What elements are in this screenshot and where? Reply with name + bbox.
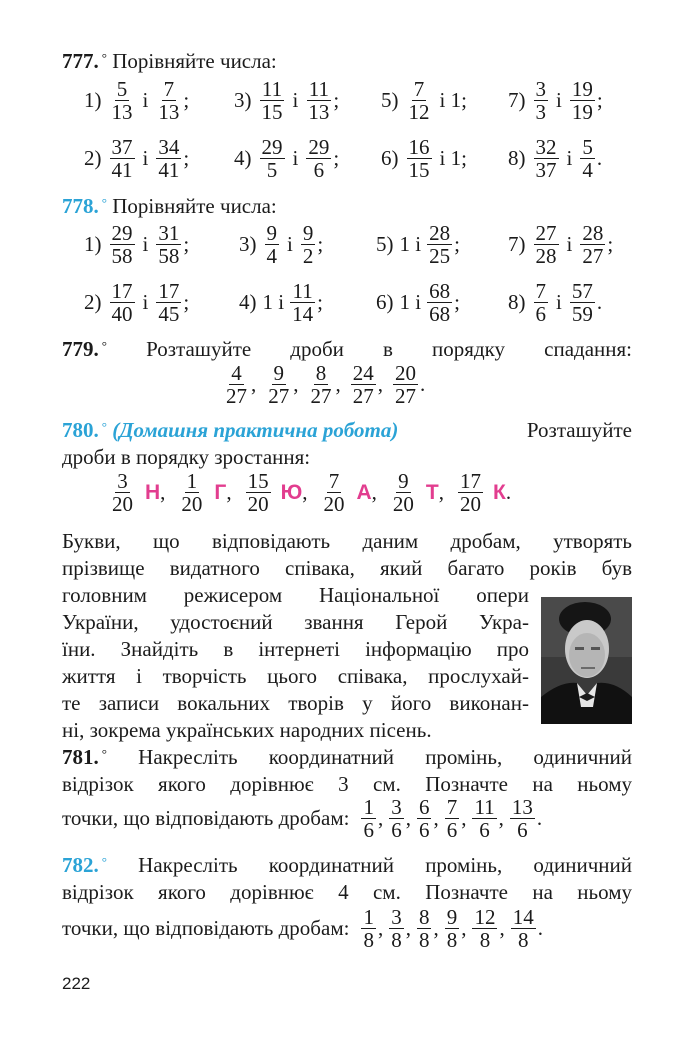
text-line: те записи вокальних творів у його виконан- — [62, 691, 529, 715]
comparison-item — [508, 280, 628, 325]
denominator: 19 — [571, 100, 593, 124]
separator: , — [251, 372, 257, 396]
fraction — [309, 362, 334, 407]
fraction — [110, 470, 135, 515]
text-line: прізвище видатного співака, який багато років був — [62, 556, 632, 580]
fraction — [407, 78, 432, 123]
problem-text: точки, що відповідають дробам: — [62, 916, 350, 940]
denominator: 8 — [479, 928, 491, 952]
fraction — [389, 906, 404, 951]
comparison-item — [381, 136, 508, 181]
letter: Ю — [280, 480, 303, 504]
degree-mark: ° — [101, 338, 107, 353]
conjunction: і — [566, 232, 573, 256]
separator: , — [377, 372, 383, 396]
problem-number: 779. — [62, 337, 99, 361]
comparison-item — [234, 78, 381, 123]
item-label: 8) — [508, 290, 526, 314]
fraction — [417, 796, 432, 841]
punctuation: ; — [183, 232, 190, 256]
denominator: 8 — [446, 928, 458, 952]
fraction — [472, 796, 496, 841]
denominator: 8 — [418, 928, 430, 952]
portrait-image — [541, 597, 632, 724]
fraction — [445, 796, 460, 841]
fraction — [361, 796, 376, 841]
problem-781-fractions — [359, 796, 542, 841]
item-label: 7) — [508, 232, 526, 256]
text-line: Букви, що відповідають даним дробам, утворять — [62, 529, 632, 553]
numerator: 3 — [391, 905, 402, 929]
item-label: 8) — [508, 146, 526, 170]
problem-777-row-2 — [84, 136, 628, 181]
denominator: 58 — [158, 244, 180, 268]
fraction — [321, 470, 346, 515]
degree-mark: ° — [101, 50, 107, 65]
separator: , — [335, 372, 341, 396]
text-line: України, удостоєний звання Герой Укра- — [62, 610, 529, 634]
fraction — [510, 796, 535, 841]
denominator: 3 — [535, 100, 546, 124]
comparison-item — [84, 222, 239, 267]
numerator: 14 — [512, 905, 534, 929]
problem-task: Порівняйте числа: — [112, 194, 277, 218]
denominator: 12 — [408, 100, 430, 124]
denominator: 27 — [582, 244, 604, 268]
separator: , — [226, 480, 232, 504]
denominator: 27 — [395, 384, 416, 408]
numerator: 17 — [158, 279, 180, 303]
denominator: 27 — [226, 384, 247, 408]
practical-work-title: (Домашня практична робота) — [112, 418, 399, 442]
fraction — [156, 222, 181, 267]
letter: Г — [214, 480, 227, 504]
comparison-item — [84, 280, 239, 325]
separator: , — [433, 806, 439, 830]
denominator: 13 — [308, 100, 330, 124]
numerator: 11 — [292, 279, 313, 303]
denominator: 40 — [111, 302, 133, 326]
denominator: 20 — [323, 492, 345, 516]
denominator: 13 — [158, 100, 180, 124]
fraction — [110, 280, 135, 325]
fraction — [156, 136, 181, 181]
degree-mark: ° — [101, 419, 107, 434]
integer-part: 1 і — [399, 290, 422, 314]
problem-781-line-2: відрізок якого дорівнює 3 см. Позначте на ньому — [62, 772, 632, 796]
denominator: 27 — [352, 384, 374, 408]
punctuation: ; — [183, 290, 190, 314]
problem-task-part-2: дроби в порядку зростання: — [62, 445, 311, 469]
numerator: 24 — [352, 361, 374, 385]
denominator: 6 — [391, 818, 402, 842]
denominator: 5 — [266, 158, 278, 182]
denominator: 15 — [261, 100, 283, 124]
problem-782-line-1 — [62, 852, 632, 878]
numerator: 5 — [582, 135, 593, 159]
comparison-item — [508, 78, 628, 123]
item-label: 4) — [234, 146, 252, 170]
text-line: життя і творчість цього співака, прослухай- — [62, 664, 529, 688]
fraction — [389, 796, 404, 841]
conjunction: і — [287, 232, 293, 256]
comparison-item — [239, 222, 376, 267]
denominator: 13 — [111, 100, 133, 124]
fraction — [534, 78, 549, 123]
numerator: 8 — [418, 905, 430, 929]
item-label: 7) — [508, 88, 526, 112]
denominator: 6 — [418, 818, 430, 842]
problem-780-task-line-2 — [62, 444, 632, 470]
item-label: 2) — [84, 290, 102, 314]
fraction — [534, 280, 549, 325]
numerator: 3 — [535, 77, 546, 101]
numerator: 31 — [158, 221, 180, 245]
numerator: 9 — [266, 221, 277, 245]
separator: , — [461, 916, 467, 940]
denominator: 25 — [429, 244, 451, 268]
problem-number: 782. — [62, 853, 99, 877]
conjunction: і — [292, 146, 299, 170]
problem-778-row-1 — [84, 222, 628, 267]
item-label: 3) — [239, 232, 257, 256]
denominator: 6 — [446, 818, 458, 842]
text-line: їни. Знайдіть в інтернеті інформацію про — [62, 637, 529, 661]
denominator: 27 — [268, 384, 290, 408]
conjunction: і 1; — [439, 88, 467, 112]
item-label: 1) — [84, 232, 102, 256]
comparison-item — [234, 136, 381, 181]
numerator: 16 — [408, 135, 430, 159]
denominator: 2 — [302, 244, 314, 268]
denominator: 4 — [266, 244, 277, 268]
integer-part: 1 і — [262, 290, 285, 314]
conjunction: і — [142, 146, 149, 170]
numerator: 28 — [582, 221, 604, 245]
conjunction: і — [556, 290, 562, 314]
fraction — [260, 136, 285, 181]
denominator: 20 — [392, 492, 414, 516]
numerator: 37 — [111, 135, 133, 159]
fraction — [472, 906, 497, 951]
numerator: 32 — [535, 135, 557, 159]
fraction — [110, 78, 135, 123]
punctuation: ; — [317, 232, 324, 256]
item-label: 5) — [381, 88, 399, 112]
problem-number: 780. — [62, 418, 99, 442]
denominator: 20 — [181, 492, 203, 516]
fraction — [417, 906, 432, 951]
separator: , — [405, 806, 411, 830]
numerator: 5 — [116, 77, 128, 101]
fraction — [265, 222, 280, 267]
problem-number: 777. — [62, 49, 99, 73]
problem-782-fractions — [359, 906, 543, 951]
numerator: 68 — [429, 279, 451, 303]
item-label: 6) — [376, 290, 394, 314]
separator: , — [499, 916, 505, 940]
denominator: 68 — [429, 302, 451, 326]
fraction — [306, 136, 331, 181]
problem-779-header — [62, 336, 632, 362]
separator: . — [420, 372, 426, 396]
fraction — [266, 362, 291, 407]
conjunction: і — [142, 290, 149, 314]
numerator: 9 — [302, 221, 314, 245]
denominator: 6 — [479, 818, 490, 842]
letter: А — [356, 480, 372, 504]
degree-mark: ° — [101, 746, 107, 761]
item-label: 3) — [234, 88, 252, 112]
denominator: 8 — [363, 928, 374, 952]
fraction — [361, 906, 376, 951]
fraction — [570, 280, 595, 325]
fraction — [427, 222, 452, 267]
numerator: 29 — [308, 135, 330, 159]
degree-mark: ° — [101, 195, 107, 210]
problem-task: Розташуйте дроби в порядку спадання: — [146, 337, 633, 361]
fraction — [580, 222, 605, 267]
denominator: 58 — [111, 244, 133, 268]
item-label: 4) — [239, 290, 257, 314]
numerator: 4 — [231, 361, 242, 385]
conjunction: і 1; — [439, 146, 467, 170]
separator: , — [377, 806, 384, 830]
denominator: 37 — [535, 158, 557, 182]
item-label: 6) — [381, 146, 399, 170]
fraction — [511, 906, 536, 951]
problem-782-line-3 — [62, 906, 543, 951]
fraction — [110, 136, 135, 181]
problem-781-line-1 — [62, 744, 632, 770]
problem-number: 781. — [62, 745, 99, 769]
numerator: 17 — [111, 279, 133, 303]
problem-782-line-2: відрізок якого дорівнює 4 см. Позначте на ньому — [62, 880, 632, 904]
fraction — [570, 78, 595, 123]
comparison-item — [376, 222, 508, 267]
item-label: 1) — [84, 88, 102, 112]
problem-text: Накресліть координатний промінь, одиничний — [138, 745, 633, 769]
comparison-item — [381, 78, 508, 123]
comparison-item — [376, 280, 508, 325]
separator: , — [371, 480, 377, 504]
problem-text: точки, що відповідають дробам: — [62, 806, 350, 830]
separator: . — [505, 480, 512, 504]
numerator: 1 — [363, 905, 374, 929]
numerator: 29 — [261, 135, 283, 159]
numerator: 34 — [158, 135, 180, 159]
fraction — [351, 362, 376, 407]
numerator: 11 — [474, 795, 495, 819]
punctuation: . — [596, 290, 603, 314]
denominator: 15 — [408, 158, 430, 182]
problem-777-row-1 — [84, 78, 628, 123]
numerator: 15 — [247, 469, 269, 493]
punctuation: ; — [596, 88, 603, 112]
numerator: 17 — [459, 469, 481, 493]
numerator: 8 — [315, 361, 327, 385]
fraction — [534, 222, 559, 267]
numerator: 57 — [571, 279, 593, 303]
comparison-item — [84, 136, 234, 181]
fraction — [580, 136, 595, 181]
denominator: 6 — [517, 818, 528, 842]
numerator: 20 — [395, 361, 416, 385]
fraction — [156, 78, 181, 123]
denominator: 14 — [292, 302, 314, 326]
numerator: 11 — [261, 77, 283, 101]
problem-778-row-2 — [84, 280, 628, 325]
separator: . — [537, 916, 543, 940]
punctuation: ; — [333, 146, 340, 170]
numerator: 1 — [186, 469, 198, 493]
fraction — [290, 280, 315, 325]
numerator: 29 — [111, 221, 133, 245]
numerator: 13 — [511, 795, 533, 819]
denominator: 20 — [247, 492, 269, 516]
conjunction: і — [556, 88, 562, 112]
conjunction: і — [566, 146, 573, 170]
numerator: 7 — [328, 469, 340, 493]
fraction — [445, 906, 460, 951]
denominator: 20 — [459, 492, 481, 516]
separator: , — [302, 480, 308, 504]
punctuation: . — [596, 146, 603, 170]
conjunction: і — [142, 88, 149, 112]
conjunction: і — [292, 88, 299, 112]
fraction — [407, 136, 432, 181]
numerator: 9 — [446, 905, 458, 929]
numerator: 19 — [571, 77, 593, 101]
fraction — [179, 470, 204, 515]
numerator: 7 — [163, 77, 175, 101]
numerator: 9 — [398, 469, 409, 493]
denominator: 45 — [158, 302, 180, 326]
problem-text: Накресліть координатний промінь, одиничний — [138, 853, 633, 877]
numerator: 3 — [117, 469, 128, 493]
fraction — [427, 280, 452, 325]
fraction — [246, 470, 271, 515]
numerator: 27 — [535, 221, 557, 245]
problem-779-fractions — [222, 362, 425, 407]
fraction — [260, 78, 285, 123]
letter: Н — [145, 480, 161, 504]
fraction — [458, 470, 483, 515]
item-label: 5) — [376, 232, 394, 256]
singer-portrait — [541, 597, 632, 724]
numerator: 11 — [308, 77, 329, 101]
denominator: 41 — [158, 158, 180, 182]
separator: , — [377, 916, 384, 940]
denominator: 6 — [313, 158, 325, 182]
denominator: 8 — [517, 928, 529, 952]
problem-778-header — [62, 193, 632, 219]
punctuation: ; — [333, 88, 340, 112]
problem-781-line-3 — [62, 796, 542, 841]
punctuation: ; — [454, 232, 460, 256]
punctuation: ; — [607, 232, 614, 256]
problem-task-part-1: Розташуйте — [526, 418, 632, 442]
punctuation: ; — [317, 290, 323, 314]
separator: , — [461, 806, 467, 830]
comparison-item — [508, 136, 628, 181]
fraction — [391, 470, 416, 515]
letter: К — [492, 480, 506, 504]
punctuation: ; — [454, 290, 460, 314]
problem-780-header — [62, 417, 632, 443]
denominator: 6 — [363, 818, 374, 842]
denominator: 6 — [535, 302, 546, 326]
fraction — [306, 78, 331, 123]
text-line: ні, зокрема українських народних пісень. — [62, 718, 432, 742]
fraction — [393, 362, 418, 407]
separator: , — [438, 480, 444, 504]
fraction — [301, 222, 316, 267]
numerator: 12 — [474, 905, 496, 929]
denominator: 27 — [310, 384, 332, 408]
separator: , — [160, 480, 166, 504]
letter: Т — [425, 480, 439, 504]
integer-part: 1 і — [399, 232, 422, 256]
numerator: 3 — [391, 795, 402, 819]
denominator: 4 — [582, 158, 593, 182]
numerator: 9 — [273, 361, 284, 385]
comparison-item — [508, 222, 628, 267]
conjunction: і — [142, 232, 149, 256]
degree-mark: ° — [101, 854, 107, 869]
denominator: 28 — [535, 244, 557, 268]
numerator: 28 — [429, 221, 451, 245]
denominator: 59 — [571, 302, 593, 326]
separator: , — [405, 916, 411, 940]
fraction — [110, 222, 135, 267]
denominator: 41 — [111, 158, 133, 182]
problem-780-fractions — [108, 470, 511, 515]
fraction — [224, 362, 249, 407]
separator: , — [293, 372, 299, 396]
problem-777-header — [62, 48, 632, 74]
numerator: 6 — [418, 795, 430, 819]
punctuation: ; — [183, 88, 190, 112]
numerator: 1 — [363, 795, 374, 819]
numerator: 7 — [446, 795, 458, 819]
text-line: головним режисером Національної опери — [62, 583, 529, 607]
separator: , — [498, 806, 504, 830]
denominator: 8 — [391, 928, 402, 952]
fraction — [534, 136, 559, 181]
denominator: 20 — [112, 492, 133, 516]
numerator: 7 — [413, 77, 425, 101]
fraction — [156, 280, 181, 325]
separator: . — [536, 806, 543, 830]
item-label: 2) — [84, 146, 102, 170]
problem-number: 778. — [62, 194, 99, 218]
page-number: 222 — [62, 974, 91, 993]
punctuation: ; — [183, 146, 190, 170]
comparison-item — [239, 280, 376, 325]
separator: , — [433, 916, 439, 940]
problem-task: Порівняйте числа: — [112, 49, 277, 73]
comparison-item — [84, 78, 234, 123]
numerator: 7 — [535, 279, 546, 303]
